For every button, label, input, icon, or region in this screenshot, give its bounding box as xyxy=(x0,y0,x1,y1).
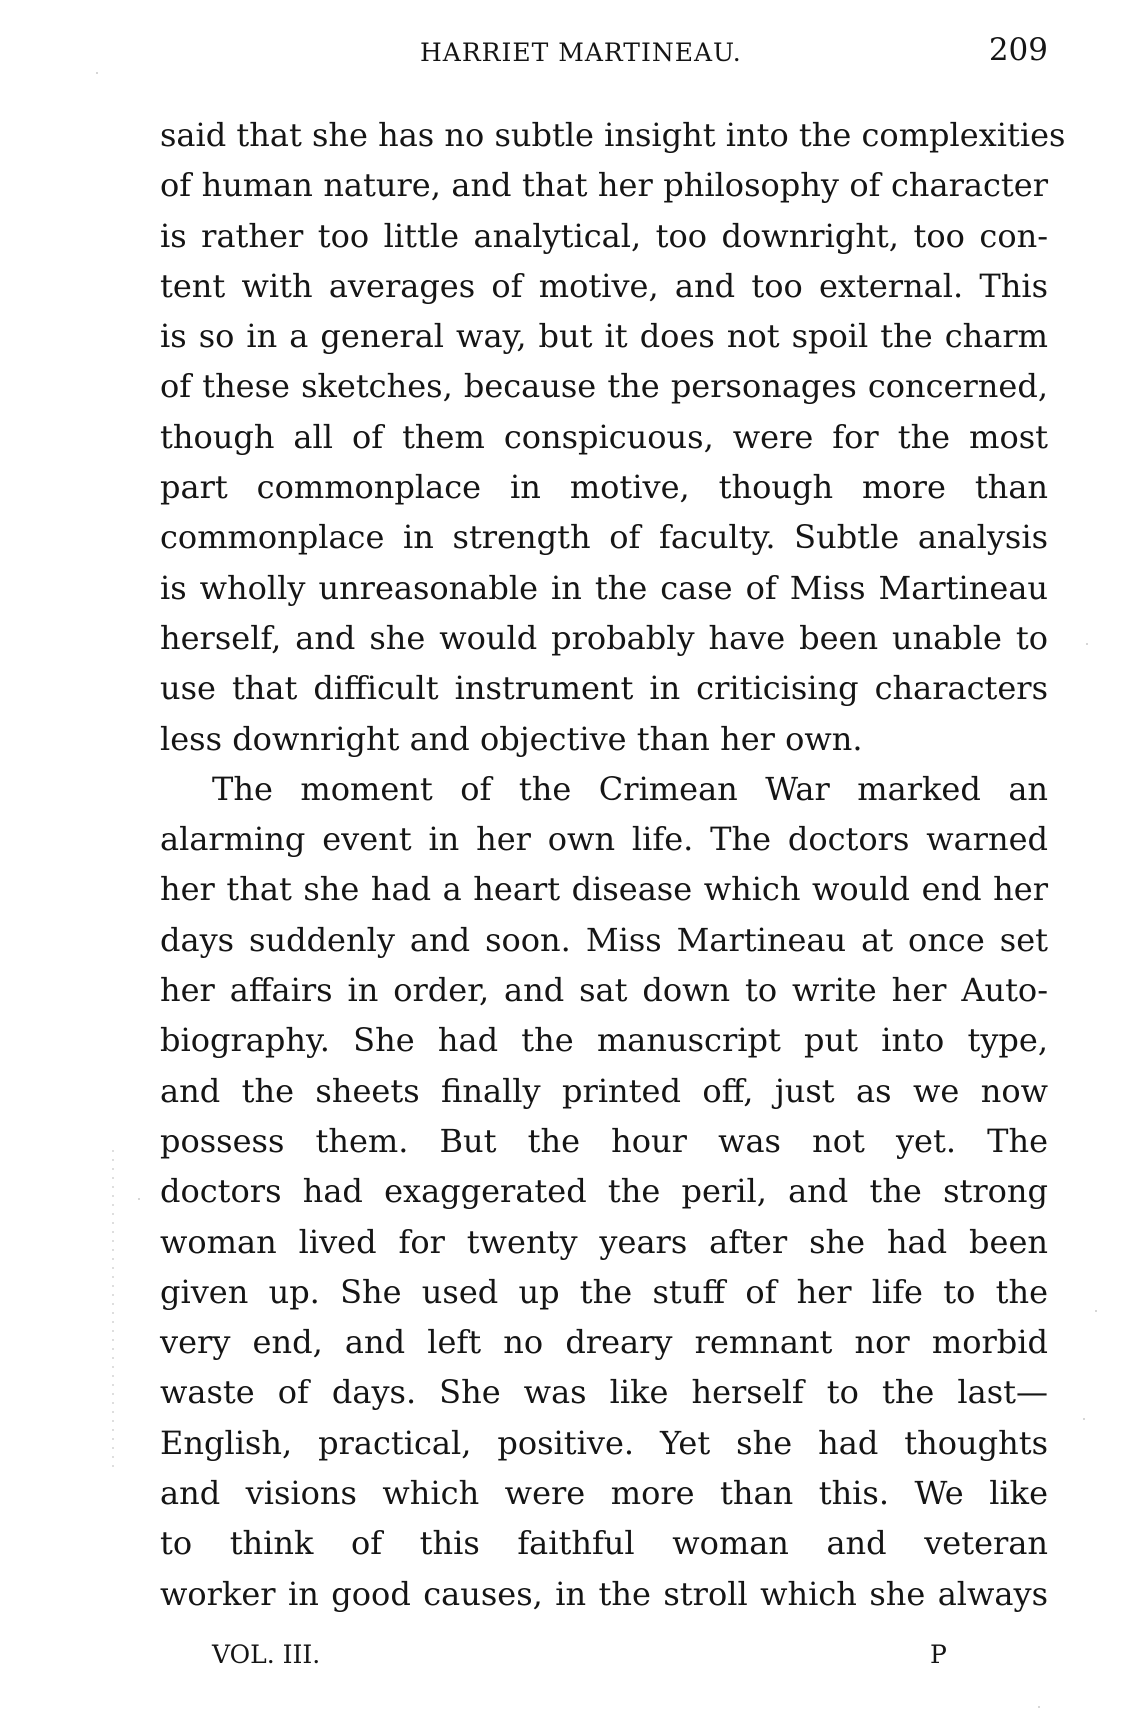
text-line: is wholly unreasonable in the case of Miss Martineau xyxy=(160,568,1048,607)
text-line: of these sketches, because the personages concerned, xyxy=(160,367,1048,406)
text-line: woman lived for twenty years after she had been xyxy=(160,1222,1048,1261)
text-line: to think of this faithful woman and veteran xyxy=(160,1524,1048,1563)
scan-speck xyxy=(1083,1418,1085,1420)
text-line: given up. She used up the stuff of her life to the xyxy=(160,1272,1048,1311)
scan-speck xyxy=(1086,643,1088,645)
text-line: very end, and left no dreary remnant nor morbid xyxy=(160,1323,1048,1362)
text-line: possess them. But the hour was not yet. The xyxy=(160,1121,1048,1160)
printer-signature-mark: P xyxy=(930,1640,947,1669)
text-line: alarming event in her own life. The doctors warned xyxy=(160,820,1048,859)
paragraph-start-line: The moment of the Crimean War marked an xyxy=(212,769,1048,808)
scan-speck xyxy=(138,1198,140,1200)
scan-speck xyxy=(1038,1706,1040,1708)
text-line: though all of them conspicuous, were for the most xyxy=(160,417,1048,456)
text-line: use that difficult instrument in criticising characters xyxy=(160,669,1048,708)
scan-speck xyxy=(96,72,98,74)
text-line: English, practical, positive. Yet she had thoughts xyxy=(160,1423,1048,1462)
scan-speck xyxy=(1095,1310,1097,1312)
page-header xyxy=(160,32,1048,82)
text-line: herself, and she would probably have been unable to xyxy=(160,618,1048,657)
text-line: is so in a general way, but it does not spoil the charm xyxy=(160,317,1048,356)
paragraph-end-line: less downright and objective than her own. xyxy=(160,719,863,758)
text-line: days suddenly and soon. Miss Martineau at once set xyxy=(160,920,1048,959)
text-line: her affairs in order, and sat down to write her Auto- xyxy=(160,971,1048,1010)
text-line: biography. She had the manuscript put into type, xyxy=(160,1021,1048,1060)
text-line: waste of days. She was like herself to the last— xyxy=(160,1373,1048,1412)
text-line: doctors had exaggerated the peril, and the strong xyxy=(160,1172,1048,1211)
scan-gutter-specks xyxy=(112,1150,114,1470)
text-line: commonplace in strength of faculty. Subtle analysis xyxy=(160,518,1048,557)
text-line: and visions which were more than this. We like xyxy=(160,1474,1048,1513)
page-number: 209 xyxy=(988,32,1048,68)
page-footer xyxy=(160,1640,1048,1680)
volume-signature: VOL. III. xyxy=(212,1640,321,1669)
text-line: said that she has no subtle insight into the complexities xyxy=(160,116,1066,154)
text-line: worker in good causes, in the stroll which she always xyxy=(160,1574,1048,1613)
running-title: HARRIET MARTINEAU. xyxy=(420,38,742,67)
text-line: of human nature, and that her philosophy of character xyxy=(160,166,1048,205)
text-line: her that she had a heart disease which would end her xyxy=(160,870,1048,909)
body-text xyxy=(160,110,1066,1619)
text-line: and the sheets finally printed off, just as we now xyxy=(160,1071,1048,1110)
text-line: tent with averages of motive, and too external. This xyxy=(160,266,1048,305)
text-line: is rather too little analytical, too downright, too con- xyxy=(160,216,1048,255)
text-line: part commonplace in motive, though more than xyxy=(160,468,1048,507)
